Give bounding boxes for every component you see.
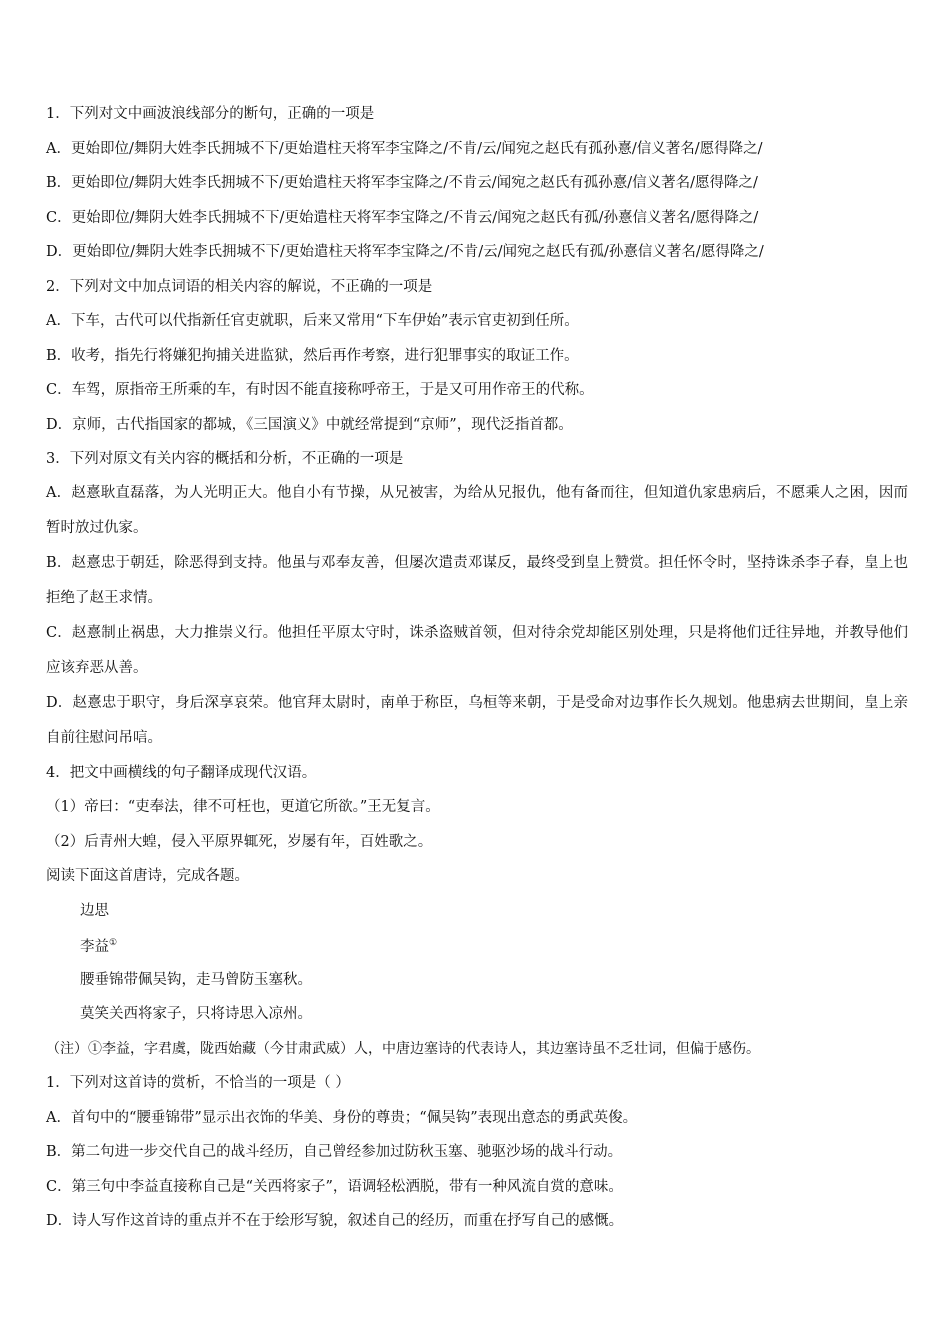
q2-option-c: C．车驾，原指帝王所乘的车，有时因不能直接称呼帝王，于是又可用作帝王的代称。	[46, 382, 594, 399]
q3-option-b: B．赵憙忠于朝廷，除恶得到支持。他虽与邓奉友善，但屡次遣责邓谋反，最终受到皇上赞赏。担任怀令时，坚持诛杀李子春，皇上也拒绝了赵王求情。	[46, 554, 908, 606]
q1-option-d: D．更始即位/舞阴大姓李氏拥城不下/更始遣柱天将军李宝降之/不肯/云/闻宛之赵氏有孤/孙憙信义著名/愿得降之/	[46, 244, 764, 261]
q2-stem: 2．下列对文中加点词语的相关内容的解说，不正确的一项是	[46, 278, 433, 295]
poem-author-note-mark: ①	[109, 938, 118, 949]
q1-stem: 1．下列对文中画波浪线部分的断句，正确的一项是	[46, 106, 375, 123]
poem-title: 边思	[80, 902, 109, 919]
poem-note: （注）①李益，字君虞，陇西始藏（今甘肃武威）人，中唐边塞诗的代表诗人，其边塞诗虽不乏壮词，但偏于感伤。	[46, 1040, 760, 1057]
poem-line-1: 腰垂锦带佩吴钩，走马曾防玉塞秋。	[80, 971, 312, 988]
q1-option-a: A．更始即位/舞阴大姓李氏拥城不下/更始遣柱天将军李宝降之/不肯/云/闻宛之赵氏有孤孙憙/信义著名/愿得降之/	[46, 140, 763, 157]
p1-option-d: D．诗人写作这首诗的重点并不在于绘形写貌，叙述自己的经历，而重在抒写自己的感慨。	[46, 1213, 624, 1230]
q1-option-b: B．更始即位/舞阴大姓李氏拥城不下/更始遣柱天将军李宝降之/不肯云/闻宛之赵氏有孤孙憙/信义著名/愿得降之/	[46, 175, 758, 192]
q3-option-c: C．赵憙制止祸患，大力推崇义行。他担任平原太守时，诛杀盗贼首领，但对待余党却能区别处理，只是将他们迁往异地，并教导他们应该弃恶从善。	[46, 624, 908, 676]
poem-line-2: 莫笑关西将家子，只将诗思入凉州。	[80, 1006, 312, 1023]
q2-option-b: B．收考，指先行将嫌犯拘捕关进监狱，然后再作考察，进行犯罪事实的取证工作。	[46, 347, 579, 364]
q4-stem: 4．把文中画横线的句子翻译成现代汉语。	[46, 764, 317, 781]
p1-option-c: C．第三句中李益直接称自己是“关西将家子”，语调轻松洒脱，带有一种风流自赏的意味。	[46, 1178, 623, 1195]
q2-option-d: D．京师，古代指国家的都城，《三国演义》中就经常提到“京师”，现代泛指首都。	[46, 416, 573, 433]
q3-stem: 3．下列对原文有关内容的概括和分析，不正确的一项是	[46, 451, 404, 468]
q1-option-c: C．更始即位/舞阴大姓李氏拥城不下/更始遣柱天将军李宝降之/不肯云/闻宛之赵氏有孤/孙憙信义著名/愿得降之/	[46, 209, 759, 226]
p1-option-b: B．第二句进一步交代自己的战斗经历，自己曾经参加过防秋玉塞、驰驱沙场的战斗行动。	[46, 1144, 623, 1161]
p1-option-a: A．首句中的“腰垂锦带”显示出衣饰的华美、身份的尊贵；“佩吴钩”表现出意态的勇武英俊。	[46, 1109, 638, 1126]
q2-option-a: A．下车，古代可以代指新任官吏就职，后来又常用“下车伊始”表示官吏初到任所。	[46, 313, 579, 330]
q3-option-a: A．赵憙耿直磊落，为人光明正大。他自小有节操，从兄被害，为给从兄报仇，他有备而往，但知道仇家患病后，不愿乘人之困，因而暂时放过仇家。	[46, 484, 908, 536]
p1-stem: 1．下列对这首诗的赏析，不恰当的一项是（ ）	[46, 1075, 350, 1092]
poem-author	[80, 933, 117, 957]
q4-item-2: （2）后青州大蝗，侵入平原界辄死，岁屡有年，百姓歌之。	[46, 833, 433, 850]
poem-author-name: 李益	[80, 939, 109, 956]
exam-page	[46, 97, 908, 1239]
poem-intro: 阅读下面这首唐诗，完成各题。	[46, 868, 249, 885]
q3-option-d: D．赵憙忠于职守，身后深享哀荣。他官拜太尉时，南单于称臣，乌桓等来朝，于是受命对边事作长久规划。他患病去世期间，皇上亲自前往慰问吊唁。	[46, 694, 908, 746]
q4-item-1: （1）帝曰：“吏奉法，律不可枉也，更道它所欲。”王无复言。	[46, 799, 440, 816]
